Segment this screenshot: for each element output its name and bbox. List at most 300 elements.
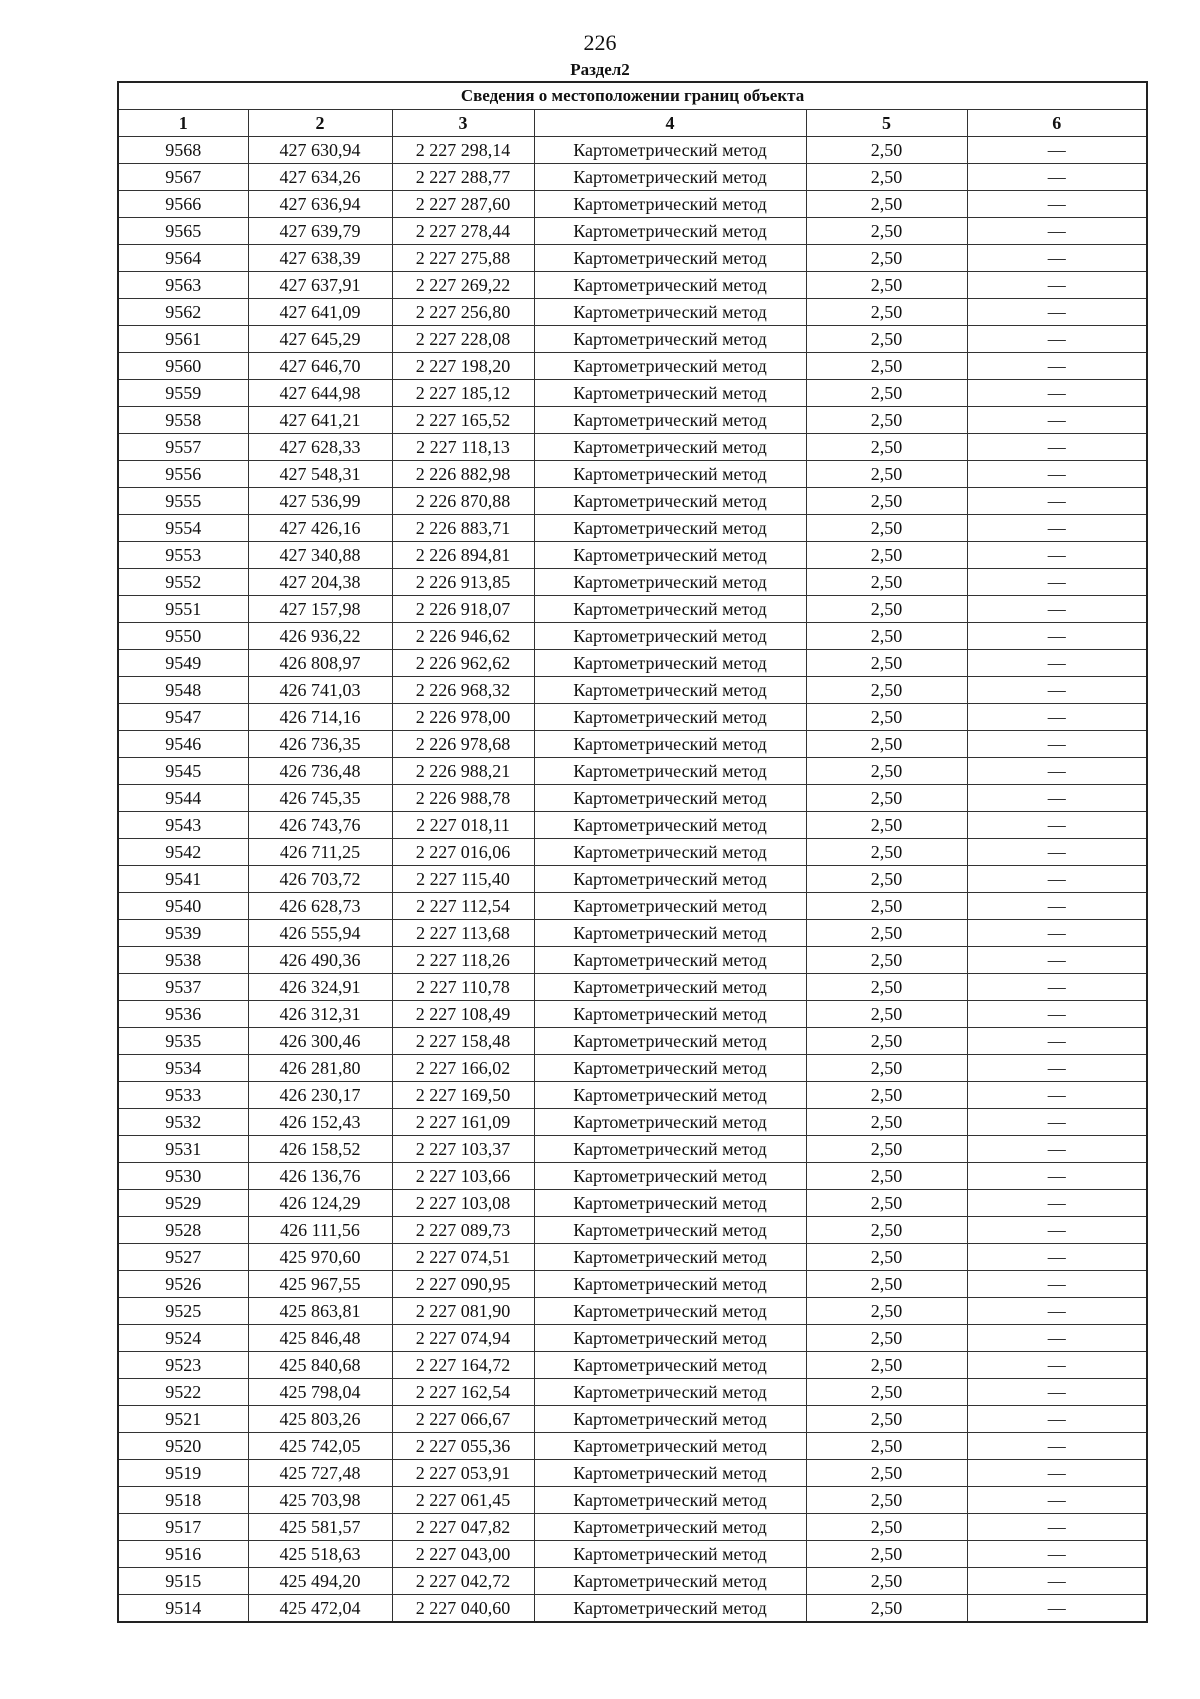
cell-col6: — <box>967 1541 1147 1568</box>
cell-accuracy: 2,50 <box>806 677 967 704</box>
cell-method: Картометрический метод <box>534 218 806 245</box>
cell-accuracy: 2,50 <box>806 137 967 164</box>
cell-accuracy: 2,50 <box>806 1379 967 1406</box>
table-title-row <box>118 82 1147 110</box>
cell-x: 425 494,20 <box>248 1568 392 1595</box>
cell-col6: — <box>967 812 1147 839</box>
cell-x: 426 152,43 <box>248 1109 392 1136</box>
cell-col6: — <box>967 947 1147 974</box>
cell-method: Картометрический метод <box>534 245 806 272</box>
cell-y: 2 227 074,51 <box>392 1244 534 1271</box>
cell-col6: — <box>967 542 1147 569</box>
cell-method: Картометрический метод <box>534 1433 806 1460</box>
cell-x: 426 281,80 <box>248 1055 392 1082</box>
cell-point: 9565 <box>118 218 248 245</box>
cell-y: 2 226 882,98 <box>392 461 534 488</box>
cell-x: 426 111,56 <box>248 1217 392 1244</box>
table-row <box>118 1406 1147 1433</box>
cell-accuracy: 2,50 <box>806 434 967 461</box>
cell-y: 2 227 055,36 <box>392 1433 534 1460</box>
cell-accuracy: 2,50 <box>806 1028 967 1055</box>
table-row <box>118 299 1147 326</box>
cell-y: 2 227 185,12 <box>392 380 534 407</box>
cell-point: 9561 <box>118 326 248 353</box>
cell-x: 425 803,26 <box>248 1406 392 1433</box>
cell-method: Картометрический метод <box>534 1271 806 1298</box>
cell-point: 9553 <box>118 542 248 569</box>
cell-y: 2 227 103,08 <box>392 1190 534 1217</box>
cell-point: 9551 <box>118 596 248 623</box>
cell-method: Картометрический метод <box>534 1028 806 1055</box>
table-row <box>118 1379 1147 1406</box>
cell-point: 9518 <box>118 1487 248 1514</box>
cell-method: Картометрический метод <box>534 1244 806 1271</box>
cell-method: Картометрический метод <box>534 920 806 947</box>
cell-x: 427 630,94 <box>248 137 392 164</box>
table-row <box>118 1568 1147 1595</box>
cell-x: 427 634,26 <box>248 164 392 191</box>
cell-accuracy: 2,50 <box>806 299 967 326</box>
cell-method: Картометрический метод <box>534 596 806 623</box>
cell-point: 9564 <box>118 245 248 272</box>
cell-accuracy: 2,50 <box>806 1568 967 1595</box>
cell-col6: — <box>967 515 1147 542</box>
cell-y: 2 227 103,37 <box>392 1136 534 1163</box>
cell-method: Картометрический метод <box>534 1217 806 1244</box>
table-row <box>118 1271 1147 1298</box>
cell-accuracy: 2,50 <box>806 1244 967 1271</box>
cell-col6: — <box>967 1082 1147 1109</box>
boundary-coordinates-table <box>117 81 1148 1623</box>
cell-method: Картометрический метод <box>534 1541 806 1568</box>
cell-y: 2 227 090,95 <box>392 1271 534 1298</box>
cell-x: 427 548,31 <box>248 461 392 488</box>
cell-point: 9531 <box>118 1136 248 1163</box>
cell-y: 2 226 946,62 <box>392 623 534 650</box>
cell-col6: — <box>967 1487 1147 1514</box>
cell-col6: — <box>967 1568 1147 1595</box>
cell-point: 9552 <box>118 569 248 596</box>
table-row <box>118 596 1147 623</box>
cell-method: Картометрический метод <box>534 812 806 839</box>
cell-method: Картометрический метод <box>534 947 806 974</box>
cell-accuracy: 2,50 <box>806 1433 967 1460</box>
cell-x: 426 745,35 <box>248 785 392 812</box>
cell-accuracy: 2,50 <box>806 1217 967 1244</box>
cell-point: 9555 <box>118 488 248 515</box>
table-row <box>118 920 1147 947</box>
cell-x: 426 736,48 <box>248 758 392 785</box>
cell-y: 2 227 042,72 <box>392 1568 534 1595</box>
table-row <box>118 488 1147 515</box>
cell-accuracy: 2,50 <box>806 623 967 650</box>
cell-method: Картометрический метод <box>534 1514 806 1541</box>
cell-point: 9529 <box>118 1190 248 1217</box>
table-row <box>118 1541 1147 1568</box>
cell-y: 2 227 164,72 <box>392 1352 534 1379</box>
cell-point: 9548 <box>118 677 248 704</box>
table-row <box>118 1055 1147 1082</box>
cell-col6: — <box>967 380 1147 407</box>
cell-col6: — <box>967 839 1147 866</box>
cell-x: 427 641,09 <box>248 299 392 326</box>
cell-x: 425 727,48 <box>248 1460 392 1487</box>
cell-y: 2 227 269,22 <box>392 272 534 299</box>
cell-point: 9543 <box>118 812 248 839</box>
table-row <box>118 947 1147 974</box>
cell-accuracy: 2,50 <box>806 1271 967 1298</box>
table-row <box>118 1163 1147 1190</box>
cell-y: 2 227 115,40 <box>392 866 534 893</box>
table-row <box>118 1487 1147 1514</box>
cell-point: 9519 <box>118 1460 248 1487</box>
cell-x: 426 714,16 <box>248 704 392 731</box>
cell-point: 9542 <box>118 839 248 866</box>
cell-method: Картометрический метод <box>534 1190 806 1217</box>
cell-col6: — <box>967 1055 1147 1082</box>
cell-col6: — <box>967 353 1147 380</box>
cell-accuracy: 2,50 <box>806 1001 967 1028</box>
cell-accuracy: 2,50 <box>806 353 967 380</box>
cell-point: 9540 <box>118 893 248 920</box>
cell-y: 2 227 288,77 <box>392 164 534 191</box>
cell-col6: — <box>967 704 1147 731</box>
cell-accuracy: 2,50 <box>806 245 967 272</box>
page-number: 226 <box>583 30 617 55</box>
cell-y: 2 226 870,88 <box>392 488 534 515</box>
cell-x: 427 426,16 <box>248 515 392 542</box>
cell-col6: — <box>967 1271 1147 1298</box>
cell-col6: — <box>967 299 1147 326</box>
cell-col6: — <box>967 974 1147 1001</box>
cell-x: 426 124,29 <box>248 1190 392 1217</box>
cell-y: 2 227 161,09 <box>392 1109 534 1136</box>
cell-x: 425 970,60 <box>248 1244 392 1271</box>
cell-accuracy: 2,50 <box>806 191 967 218</box>
cell-accuracy: 2,50 <box>806 1541 967 1568</box>
cell-point: 9562 <box>118 299 248 326</box>
cell-x: 427 645,29 <box>248 326 392 353</box>
cell-x: 426 808,97 <box>248 650 392 677</box>
cell-col6: — <box>967 650 1147 677</box>
cell-col6: — <box>967 137 1147 164</box>
cell-method: Картометрический метод <box>534 191 806 218</box>
table-row <box>118 866 1147 893</box>
cell-col6: — <box>967 758 1147 785</box>
table-row <box>118 218 1147 245</box>
cell-method: Картометрический метод <box>534 758 806 785</box>
cell-point: 9550 <box>118 623 248 650</box>
cell-col6: — <box>967 1298 1147 1325</box>
cell-y: 2 227 228,08 <box>392 326 534 353</box>
cell-method: Картометрический метод <box>534 1568 806 1595</box>
cell-accuracy: 2,50 <box>806 1055 967 1082</box>
cell-y: 2 227 103,66 <box>392 1163 534 1190</box>
cell-method: Картометрический метод <box>534 434 806 461</box>
cell-point: 9545 <box>118 758 248 785</box>
cell-accuracy: 2,50 <box>806 893 967 920</box>
cell-point: 9514 <box>118 1595 248 1623</box>
cell-x: 427 637,91 <box>248 272 392 299</box>
cell-point: 9515 <box>118 1568 248 1595</box>
table-row <box>118 326 1147 353</box>
cell-accuracy: 2,50 <box>806 947 967 974</box>
cell-y: 2 227 040,60 <box>392 1595 534 1623</box>
column-number-3: 3 <box>392 110 534 137</box>
cell-method: Картометрический метод <box>534 1082 806 1109</box>
cell-accuracy: 2,50 <box>806 1595 967 1623</box>
cell-col6: — <box>967 785 1147 812</box>
cell-x: 426 158,52 <box>248 1136 392 1163</box>
cell-y: 2 227 118,26 <box>392 947 534 974</box>
cell-col6: — <box>967 461 1147 488</box>
cell-method: Картометрический метод <box>534 299 806 326</box>
cell-x: 426 703,72 <box>248 866 392 893</box>
cell-point: 9537 <box>118 974 248 1001</box>
cell-x: 427 646,70 <box>248 353 392 380</box>
cell-x: 427 536,99 <box>248 488 392 515</box>
cell-accuracy: 2,50 <box>806 974 967 1001</box>
cell-method: Картометрический метод <box>534 731 806 758</box>
cell-x: 427 628,33 <box>248 434 392 461</box>
cell-method: Картометрический метод <box>534 137 806 164</box>
table-row <box>118 407 1147 434</box>
table-row <box>118 1190 1147 1217</box>
cell-point: 9527 <box>118 1244 248 1271</box>
cell-x: 425 863,81 <box>248 1298 392 1325</box>
cell-method: Картометрический метод <box>534 650 806 677</box>
cell-col6: — <box>967 677 1147 704</box>
cell-method: Картометрический метод <box>534 974 806 1001</box>
cell-x: 426 312,31 <box>248 1001 392 1028</box>
cell-col6: — <box>967 1514 1147 1541</box>
section-heading: Раздел2 <box>570 60 630 79</box>
cell-method: Картометрический метод <box>534 164 806 191</box>
cell-point: 9557 <box>118 434 248 461</box>
cell-accuracy: 2,50 <box>806 1136 967 1163</box>
cell-y: 2 226 894,81 <box>392 542 534 569</box>
cell-col6: — <box>967 1595 1147 1623</box>
cell-method: Картометрический метод <box>534 1001 806 1028</box>
cell-method: Картометрический метод <box>534 1163 806 1190</box>
cell-point: 9523 <box>118 1352 248 1379</box>
cell-method: Картометрический метод <box>534 623 806 650</box>
table-row <box>118 731 1147 758</box>
table-row <box>118 515 1147 542</box>
table-row <box>118 434 1147 461</box>
cell-method: Картометрический метод <box>534 785 806 812</box>
cell-point: 9560 <box>118 353 248 380</box>
table-row <box>118 1325 1147 1352</box>
cell-accuracy: 2,50 <box>806 407 967 434</box>
cell-method: Картометрический метод <box>534 1352 806 1379</box>
cell-y: 2 227 016,06 <box>392 839 534 866</box>
cell-col6: — <box>967 1244 1147 1271</box>
cell-point: 9522 <box>118 1379 248 1406</box>
cell-accuracy: 2,50 <box>806 812 967 839</box>
cell-x: 427 340,88 <box>248 542 392 569</box>
cell-method: Картометрический метод <box>534 866 806 893</box>
cell-accuracy: 2,50 <box>806 839 967 866</box>
table-row <box>118 650 1147 677</box>
cell-x: 426 628,73 <box>248 893 392 920</box>
cell-accuracy: 2,50 <box>806 704 967 731</box>
cell-accuracy: 2,50 <box>806 542 967 569</box>
cell-method: Картометрический метод <box>534 407 806 434</box>
cell-method: Картометрический метод <box>534 1325 806 1352</box>
column-number-row <box>118 110 1147 137</box>
cell-col6: — <box>967 1406 1147 1433</box>
cell-col6: — <box>967 245 1147 272</box>
cell-x: 425 518,63 <box>248 1541 392 1568</box>
cell-x: 426 936,22 <box>248 623 392 650</box>
cell-col6: — <box>967 1433 1147 1460</box>
cell-x: 426 741,03 <box>248 677 392 704</box>
cell-accuracy: 2,50 <box>806 866 967 893</box>
cell-point: 9567 <box>118 164 248 191</box>
cell-method: Картометрический метод <box>534 569 806 596</box>
cell-y: 2 227 113,68 <box>392 920 534 947</box>
table-row <box>118 1298 1147 1325</box>
table-header <box>118 82 1147 137</box>
cell-x: 426 300,46 <box>248 1028 392 1055</box>
cell-col6: — <box>967 1352 1147 1379</box>
table-row <box>118 704 1147 731</box>
cell-x: 425 472,04 <box>248 1595 392 1623</box>
cell-accuracy: 2,50 <box>806 488 967 515</box>
cell-col6: — <box>967 866 1147 893</box>
cell-method: Картометрический метод <box>534 1460 806 1487</box>
cell-x: 427 638,39 <box>248 245 392 272</box>
cell-x: 426 743,76 <box>248 812 392 839</box>
cell-y: 2 226 962,62 <box>392 650 534 677</box>
cell-accuracy: 2,50 <box>806 1190 967 1217</box>
cell-col6: — <box>967 1163 1147 1190</box>
cell-point: 9530 <box>118 1163 248 1190</box>
cell-y: 2 227 108,49 <box>392 1001 534 1028</box>
cell-point: 9558 <box>118 407 248 434</box>
table-row <box>118 758 1147 785</box>
cell-y: 2 226 913,85 <box>392 569 534 596</box>
cell-x: 427 204,38 <box>248 569 392 596</box>
cell-accuracy: 2,50 <box>806 1406 967 1433</box>
cell-y: 2 227 275,88 <box>392 245 534 272</box>
cell-method: Картометрический метод <box>534 515 806 542</box>
cell-y: 2 227 081,90 <box>392 1298 534 1325</box>
cell-col6: — <box>967 272 1147 299</box>
cell-point: 9517 <box>118 1514 248 1541</box>
table-row <box>118 623 1147 650</box>
cell-y: 2 227 089,73 <box>392 1217 534 1244</box>
cell-method: Картометрический метод <box>534 893 806 920</box>
cell-point: 9526 <box>118 1271 248 1298</box>
cell-x: 427 641,21 <box>248 407 392 434</box>
cell-method: Картометрический метод <box>534 1406 806 1433</box>
cell-y: 2 227 198,20 <box>392 353 534 380</box>
cell-y: 2 227 066,67 <box>392 1406 534 1433</box>
cell-x: 425 703,98 <box>248 1487 392 1514</box>
cell-accuracy: 2,50 <box>806 461 967 488</box>
column-number-5: 5 <box>806 110 967 137</box>
cell-col6: — <box>967 191 1147 218</box>
table-row <box>118 974 1147 1001</box>
table-row <box>118 1595 1147 1623</box>
cell-point: 9520 <box>118 1433 248 1460</box>
cell-col6: — <box>967 1217 1147 1244</box>
cell-point: 9547 <box>118 704 248 731</box>
cell-point: 9554 <box>118 515 248 542</box>
table-body <box>118 137 1147 1623</box>
table-row <box>118 1136 1147 1163</box>
cell-point: 9546 <box>118 731 248 758</box>
cell-accuracy: 2,50 <box>806 326 967 353</box>
cell-y: 2 227 162,54 <box>392 1379 534 1406</box>
cell-x: 427 157,98 <box>248 596 392 623</box>
table-row <box>118 1514 1147 1541</box>
cell-method: Картометрический метод <box>534 326 806 353</box>
table-row <box>118 1109 1147 1136</box>
cell-x: 426 230,17 <box>248 1082 392 1109</box>
cell-y: 2 227 074,94 <box>392 1325 534 1352</box>
cell-point: 9544 <box>118 785 248 812</box>
cell-method: Картометрический метод <box>534 461 806 488</box>
column-number-4: 4 <box>534 110 806 137</box>
cell-col6: — <box>967 731 1147 758</box>
cell-col6: — <box>967 164 1147 191</box>
table-row <box>118 1433 1147 1460</box>
cell-col6: — <box>967 488 1147 515</box>
cell-y: 2 227 298,14 <box>392 137 534 164</box>
cell-y: 2 226 883,71 <box>392 515 534 542</box>
cell-point: 9563 <box>118 272 248 299</box>
cell-point: 9533 <box>118 1082 248 1109</box>
cell-col6: — <box>967 434 1147 461</box>
cell-y: 2 227 053,91 <box>392 1460 534 1487</box>
cell-accuracy: 2,50 <box>806 650 967 677</box>
cell-accuracy: 2,50 <box>806 1109 967 1136</box>
cell-method: Картометрический метод <box>534 380 806 407</box>
cell-col6: — <box>967 1136 1147 1163</box>
cell-x: 425 742,05 <box>248 1433 392 1460</box>
table-row <box>118 542 1147 569</box>
cell-point: 9535 <box>118 1028 248 1055</box>
cell-point: 9516 <box>118 1541 248 1568</box>
cell-y: 2 227 112,54 <box>392 893 534 920</box>
cell-x: 426 711,25 <box>248 839 392 866</box>
cell-y: 2 227 118,13 <box>392 434 534 461</box>
cell-y: 2 226 978,68 <box>392 731 534 758</box>
cell-accuracy: 2,50 <box>806 1325 967 1352</box>
table-row <box>118 1460 1147 1487</box>
table-title: Сведения о местоположении границ объекта <box>118 82 1147 110</box>
cell-accuracy: 2,50 <box>806 1487 967 1514</box>
cell-x: 426 490,36 <box>248 947 392 974</box>
cell-y: 2 227 166,02 <box>392 1055 534 1082</box>
cell-y: 2 227 047,82 <box>392 1514 534 1541</box>
cell-y: 2 226 918,07 <box>392 596 534 623</box>
cell-method: Картометрический метод <box>534 353 806 380</box>
table-row <box>118 191 1147 218</box>
cell-method: Картометрический метод <box>534 839 806 866</box>
table-row <box>118 677 1147 704</box>
cell-x: 425 846,48 <box>248 1325 392 1352</box>
cell-accuracy: 2,50 <box>806 731 967 758</box>
cell-accuracy: 2,50 <box>806 758 967 785</box>
table-row <box>118 1001 1147 1028</box>
cell-col6: — <box>967 569 1147 596</box>
table-row <box>118 812 1147 839</box>
cell-col6: — <box>967 596 1147 623</box>
